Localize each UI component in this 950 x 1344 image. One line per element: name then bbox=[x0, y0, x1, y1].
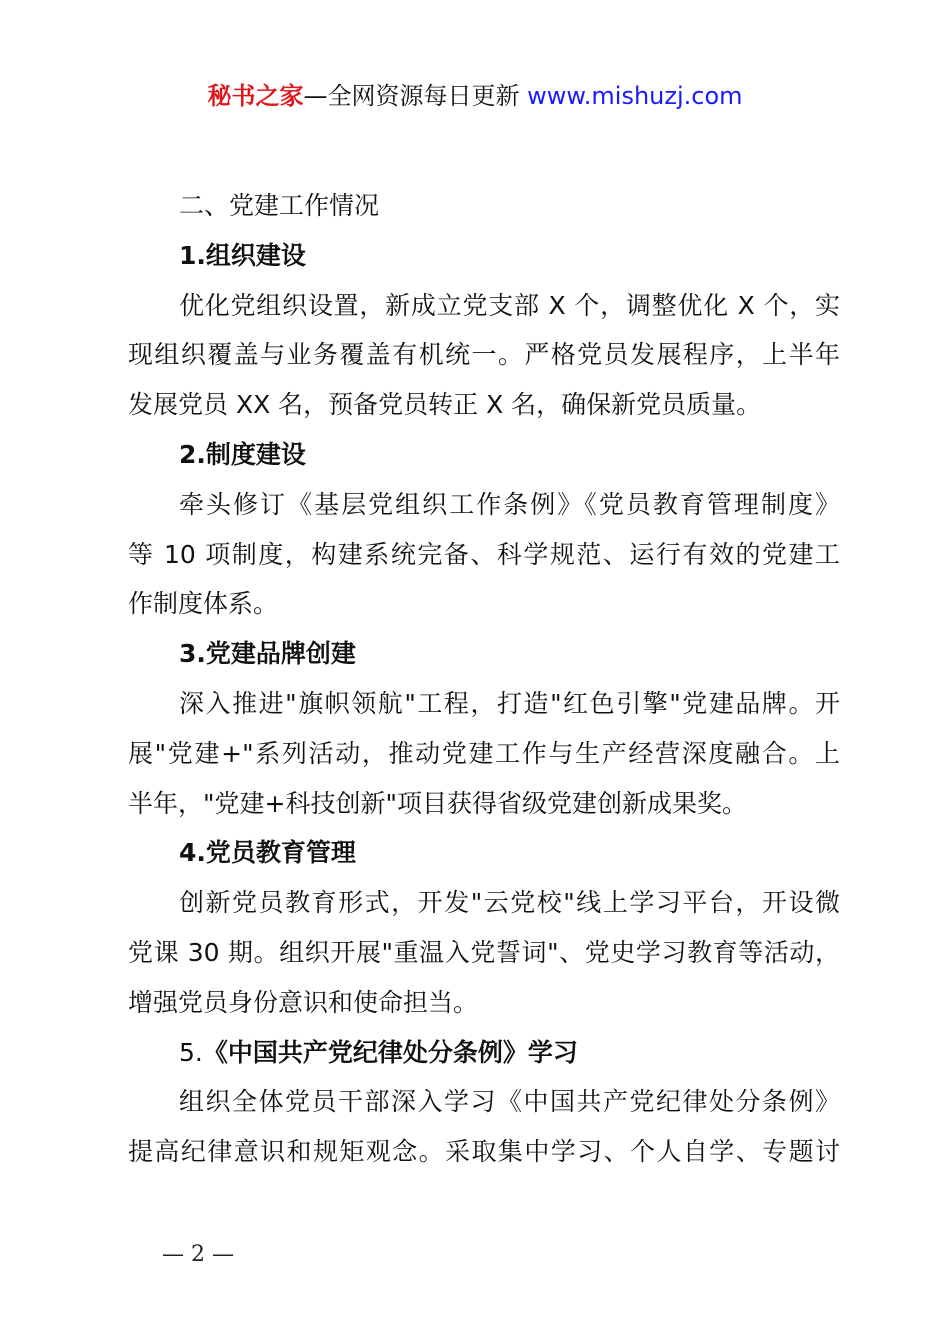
subsection-heading: 3.党建品牌创建 bbox=[179, 639, 356, 669]
site-url-link[interactable]: www.mishuzj.com bbox=[527, 82, 743, 110]
document-body bbox=[128, 181, 840, 1177]
paragraph-line: 现组织覆盖与业务覆盖有机统一。严格党员发展程序，上半年 bbox=[128, 340, 840, 370]
heading-text: 《中国共产党纪律处分条例》学习 bbox=[202, 1037, 578, 1067]
paragraph-line: 发展党员 XX 名，预备党员转正 X 名，确保新党员质量。 bbox=[128, 390, 762, 420]
page-number: — 2 — bbox=[162, 1242, 234, 1267]
paragraph-line: 牵头修订《基层党组织工作条例》《党员教育管理制度》 bbox=[179, 489, 840, 519]
heading-number: 5. bbox=[179, 1037, 203, 1067]
paragraph-line: 半年，"党建+科技创新"项目获得省级党建创新成果奖。 bbox=[128, 788, 747, 818]
subsection-heading: 1.组织建设 bbox=[179, 240, 306, 270]
header-tagline: —全网资源每日更新 bbox=[303, 82, 528, 110]
paragraph-line: 增强党员身份意识和使命担当。 bbox=[128, 987, 479, 1017]
subsection-heading bbox=[128, 1028, 840, 1078]
subsection-heading: 2.制度建设 bbox=[179, 439, 306, 469]
paragraph-line: 展"党建+"系列活动，推动党建工作与生产经营深度融合。上 bbox=[128, 738, 840, 768]
paragraph-line: 等 10 项制度，构建系统完备、科学规范、运行有效的党建工 bbox=[128, 539, 840, 569]
paragraph-line: 组织全体党员干部深入学习《中国共产党纪律处分条例》 bbox=[179, 1087, 840, 1117]
paragraph-line: 党课 30 期。组织开展"重温入党誓词"、党史学习教育等活动， bbox=[128, 937, 840, 967]
brand-name: 秘书之家 bbox=[207, 82, 304, 110]
paragraph-line: 优化党组织设置，新成立党支部 X 个，调整优化 X 个，实 bbox=[179, 290, 840, 320]
paragraph-line: 创新党员教育形式，开发"云党校"线上学习平台，开设微 bbox=[179, 888, 840, 918]
paragraph-line: 提高纪律意识和规矩观念。采取集中学习、个人自学、专题讨 bbox=[128, 1137, 840, 1167]
section-title: 二、党建工作情况 bbox=[179, 191, 380, 220]
paragraph-line: 作制度体系。 bbox=[128, 589, 279, 619]
site-header bbox=[0, 80, 950, 112]
paragraph-line: 深入推进"旗帜领航"工程，打造"红色引擎"党建品牌。开 bbox=[179, 688, 840, 718]
subsection-heading: 4.党员教育管理 bbox=[179, 838, 356, 868]
